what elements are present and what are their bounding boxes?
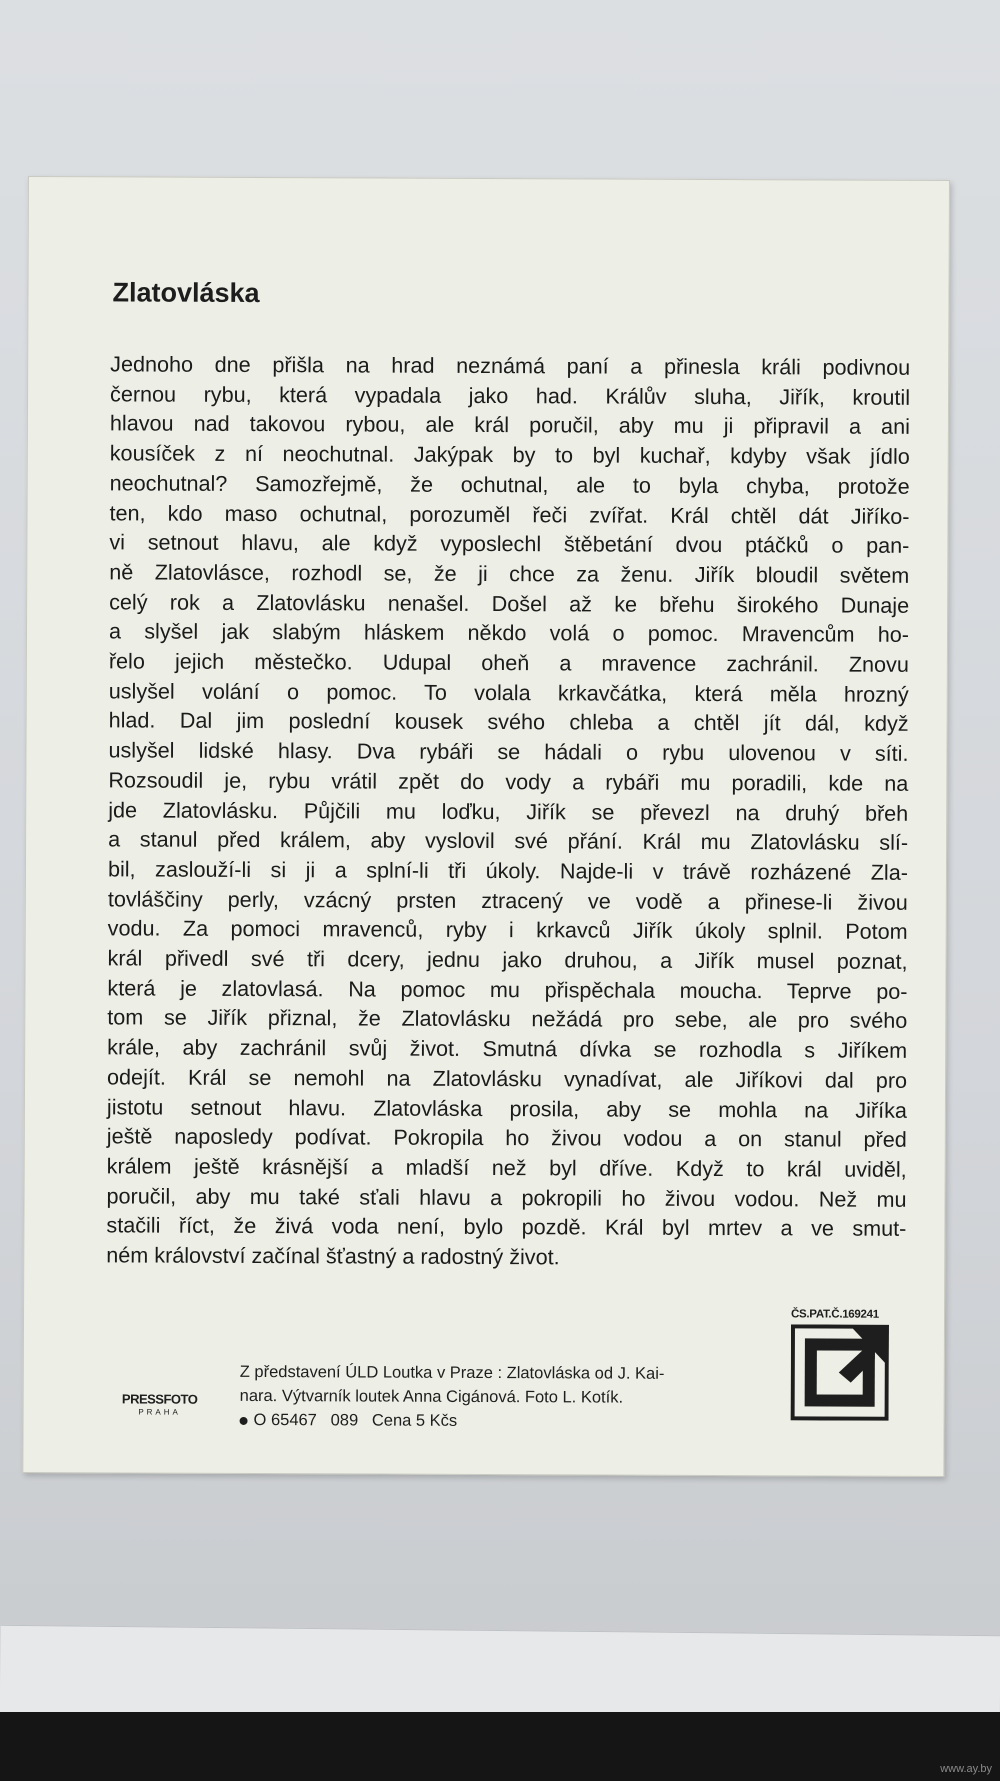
story-line: uslyšel lidské hlasy. Dva rybáři se hádali o rybu ulovenou v síti. [108, 737, 909, 766]
story-line: řelo jejich městečko. Udupal oheň a mravence zachránil. Znovu [108, 648, 909, 677]
story-line: neochutnal? Samozřejmě, že ochutnal, ale to byla chyba, protože [109, 470, 910, 499]
credits-line-1: Z představení ÚLD Loutka v Praze : Zlatovláska od J. Kai- [239, 1362, 665, 1383]
story-line: kousíček z ní neochutnal. Jakýpak by to byl kuchař, kdyby však jídlo [109, 440, 910, 469]
story-line: tovláščiny perly, vzácný prsten ztracený ve vodě a přinese-li živou [107, 886, 908, 915]
story-line: stačili říct, že živá voda není, bylo pozdě. Král byl mrtev a ve smut- [106, 1212, 907, 1242]
dark-surface [0, 1712, 1000, 1781]
story-line: král přivedl své tři dcery, jednu jako druhou, a Jiřík musel poznat, [107, 945, 908, 974]
story-line: černou rybu, která vypadala jako had. Králův sluha, Jiřík, kroutil [109, 381, 911, 410]
pressfoto-logo-sub: PRAHA [138, 1407, 181, 1417]
story-line: králem ještě krásnější a mladší než byl dříve. Když to král uviděl, [106, 1153, 907, 1182]
story-line: bil, zaslouží-li si ji a splní-li tři úkoly. Najde-li v trávě rozházené Zla- [107, 856, 909, 885]
story-line: krále, aby zachránil svůj život. Smutná dívka se rozhodla s Jiříkem [107, 1034, 908, 1064]
story-line: ten, kdo maso ochutnal, porozuměl řeči zvířat. Král chtěl dát Jiříko- [109, 499, 910, 529]
story-title: Zlatovláska [112, 277, 260, 309]
patent-square-icon [791, 1324, 889, 1420]
story-line: vi setnout hlavu, ale když vyposlechl štěbetání dvou ptáčků o pan- [109, 529, 910, 559]
credits-line-2: nara. Výtvarník loutek Anna Cigánová. Foto L. Kotík. [239, 1386, 624, 1407]
story-line: ještě naposledy podívat. Pokropila ho živou vodou a on stanul před [106, 1123, 907, 1153]
credits-code: O 65467 089 Cena 5 Kčs [253, 1410, 458, 1430]
credits-code-line [240, 1408, 800, 1434]
patent-number: ČS.PAT.Č.169241 [791, 1308, 879, 1321]
story-line: vodu. Za pomoci mravenců, ryby i krkavců Jiřík úkoly splnil. Potom [107, 915, 908, 945]
story-line: hlad. Dal jim poslední kousek svého chleba a chtěl jít dál, když [108, 707, 909, 737]
watermark: www.ay.by [940, 1763, 992, 1775]
pressfoto-logo-main: PRESSFOTO [121, 1391, 198, 1407]
story-line: ně Zlatovlásce, rozhodl se, že ji chce za ženu. Jiřík bloudil světem [109, 559, 910, 588]
pressfoto-logo [100, 1391, 220, 1417]
story-line: ném království začínal šťastný a radostný život. [106, 1242, 560, 1270]
story-text [106, 349, 910, 1273]
story-line: hlavou nad takovou rybou, ale král poručil, aby mu ji připravil a ani [109, 410, 910, 440]
story-line: Jednoho dne přišla na hrad neznámá paní a přinesla králi podivnou [110, 351, 911, 380]
story-line: Rozsoudil je, rybu vrátil zpět do vody a rybáři mu poradili, kde na [108, 767, 909, 796]
story-line: odejít. Král se nemohl na Zlatovlásku vynadívat, ale Jiříkovi dal pro [107, 1064, 908, 1093]
story-line: a slyšel jak slabým hláskem někdo volá o pomoc. Mravencům ho- [108, 618, 910, 648]
credits-block [240, 1360, 800, 1434]
story-line: která je zlatovlasá. Na pomoc mu přispěchala moucha. Teprve po- [107, 975, 908, 1004]
story-line: tom se Jiřík přiznal, že Zlatovlásku nežádá pro sebe, ale pro svého [107, 1004, 908, 1034]
story-line: celý rok a Zlatovlásku nenašel. Došel až ke břehu širokého Dunaje [109, 588, 910, 618]
postcard-back [22, 176, 950, 1477]
story-line: uslyšel volání o pomoc. To volala krkavčátka, která měla hrozný [108, 678, 909, 707]
story-line: poručil, aby mu také sťali hlavu a pokropili ho živou vodou. Než mu [106, 1183, 907, 1212]
story-line: jistotu setnout hlavu. Zlatovláska prosila, aby se mohla na Jiříka [106, 1093, 907, 1123]
story-line: a stanul před králem, aby vyslovil své přání. Král mu Zlatovlásku slí- [108, 826, 909, 856]
bullet-icon [240, 1417, 248, 1425]
patent-mark [791, 1308, 902, 1425]
story-line: jde Zlatovlásku. Půjčili mu loďku, Jiřík se převezl na druhý břeh [108, 796, 909, 826]
